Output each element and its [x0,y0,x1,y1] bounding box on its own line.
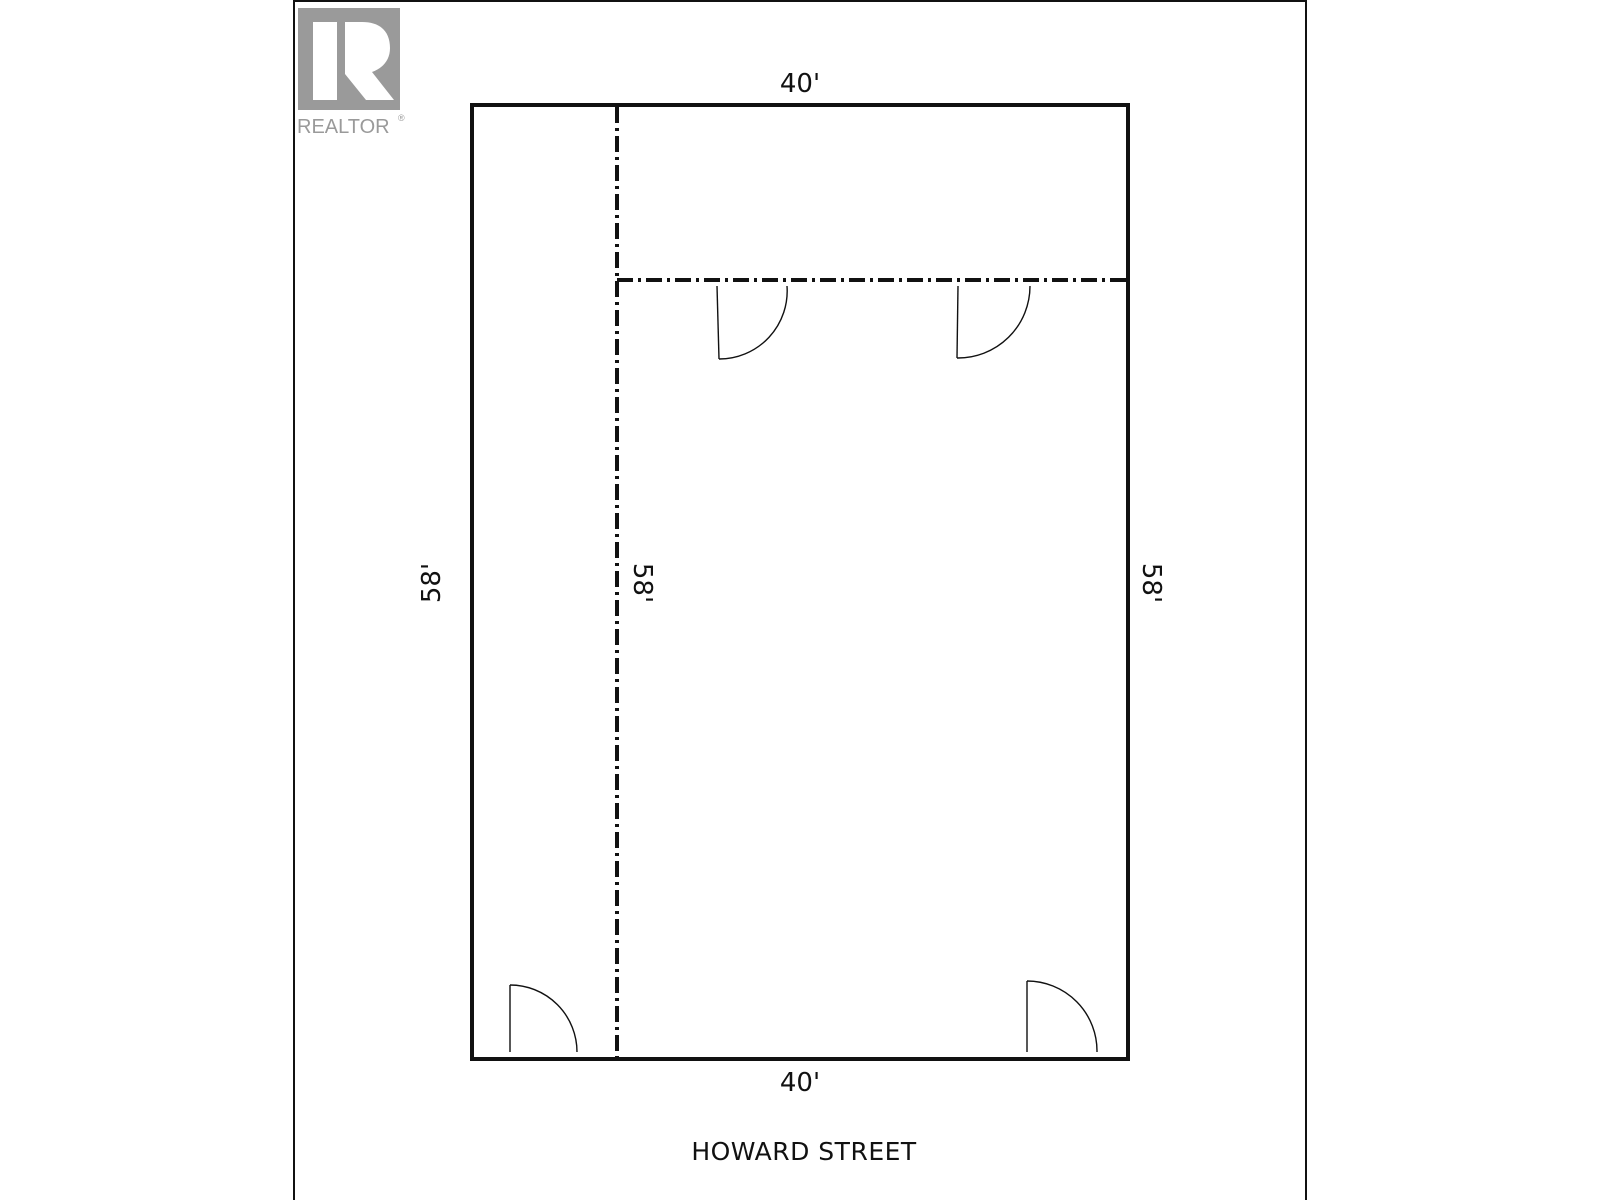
building-outline [472,105,1128,1059]
door-upper-left [717,286,787,359]
door-upper-right [957,286,1030,358]
registered-mark: ® [398,113,405,123]
dimension-divider: 58' [627,562,657,604]
dimension-bottom: 40' [779,1068,821,1098]
door-lower-right [1027,981,1097,1052]
realtor-wordmark: REALTOR [297,116,390,138]
door-lower-left [510,985,577,1052]
realtor-logo [297,8,405,138]
dimension-right: 58' [1136,562,1166,604]
dimension-left: 58' [417,562,447,604]
dimension-top: 40' [779,69,821,99]
street-label: HOWARD STREET [691,1137,917,1166]
